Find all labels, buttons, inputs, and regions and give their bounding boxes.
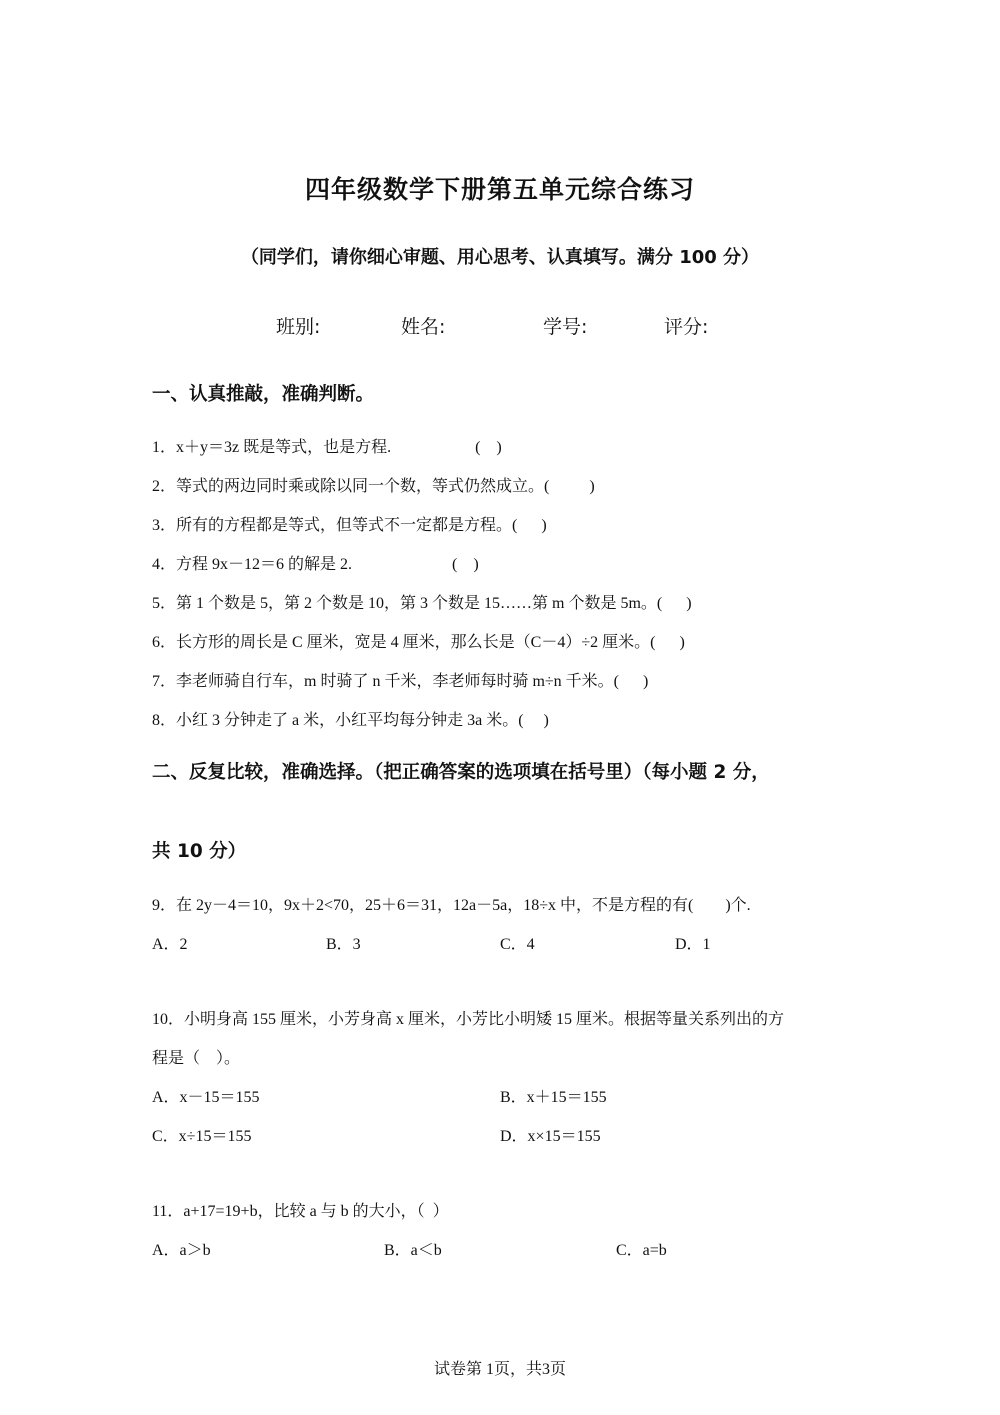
question-11-option-c: C．a=b (616, 1242, 667, 1259)
page-footer: 试卷第 1页，共3页 (433, 1361, 566, 1378)
page-title: 四年级数学下册第五单元综合练习 (304, 175, 695, 204)
question-10-option-d: D．x×15＝155 (500, 1128, 601, 1145)
question-8: 8．小红 3 分钟走了 a 米，小红平均每分钟走 3a 米。( ) (152, 712, 549, 729)
question-5: 5．第 1 个数是 5，第 2 个数是 10，第 3 个数是 15……第 m 个数是 5m。( ) (152, 595, 692, 612)
question-9-option-b: B．3 (326, 936, 361, 953)
question-9-stem: 9．在 2y－4＝10，9x＋2<70，25＋6＝31，12a－5a，18÷x 中，不是方程的有( )个. (152, 897, 751, 914)
question-10-option-a: A．x－15＝155 (152, 1089, 260, 1106)
question-7: 7．李老师骑自行车，m 时骑了 n 千米，李老师每时骑 m÷n 千米。( ) (152, 673, 649, 690)
class-label: 班别: (276, 316, 321, 338)
question-10-stem-line2: 程是（ ）。 (152, 1050, 241, 1067)
question-3: 3．所有的方程都是等式，但等式不一定都是方程。( ) (152, 517, 547, 534)
question-10-option-b: B．x＋15＝155 (500, 1089, 607, 1106)
question-11-stem: 11．a+17=19+b，比较 a 与 b 的大小，（ ） (152, 1203, 449, 1220)
page-subtitle: （同学们，请你细心审题、用心思考、认真填写。满分 100 分） (240, 247, 760, 268)
question-9-option-a: A．2 (152, 936, 188, 953)
score-label: 评分: (664, 316, 709, 338)
section-2-heading-line1: 二、反复比较，准确选择。（把正确答案的选项填在括号里）（每小题 2 分， (152, 762, 770, 783)
question-11-option-a: A．a＞b (152, 1242, 211, 1259)
student-id-label: 学号: (543, 316, 588, 338)
question-10-stem-line1: 10．小明身高 155 厘米，小芳身高 x 厘米，小芳比小明矮 15 厘米。根据等量关系列出的方 (152, 1011, 785, 1028)
section-1-heading: 一、认真推敲，准确判断。 (152, 384, 375, 405)
question-1: 1．x＋y＝3z 既是等式，也是方程. ( ) (152, 439, 502, 456)
question-10-option-c: C．x÷15＝155 (152, 1128, 252, 1145)
question-9-option-d: D．1 (675, 936, 711, 953)
question-2: 2．等式的两边同时乘或除以同一个数，等式仍然成立。( ) (152, 478, 595, 495)
question-4: 4．方程 9x－12＝6 的解是 2. ( ) (152, 556, 479, 573)
section-2-heading-line2: 共 10 分） (152, 841, 247, 862)
name-label: 姓名: (401, 316, 446, 338)
question-6: 6．长方形的周长是 C 厘米，宽是 4 厘米，那么长是（C－4）÷2 厘米。( ) (152, 634, 685, 651)
question-9-option-c: C．4 (500, 936, 535, 953)
question-11-option-b: B．a＜b (384, 1242, 442, 1259)
